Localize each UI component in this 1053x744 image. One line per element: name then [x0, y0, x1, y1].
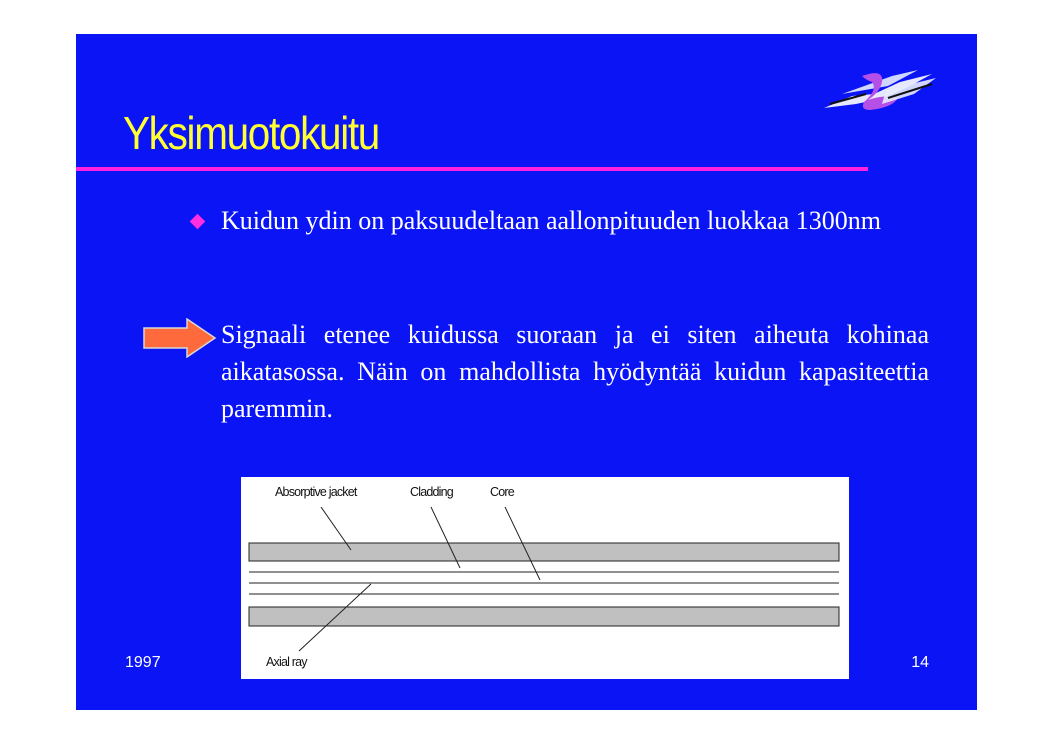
bullet-text-2: Signaali etenee kuidussa suoraan ja ei siten aiheuta kohinaa aikatasossa. Näin on mahdollista hyödyntää kuidun kapasiteettia paremmin.: [221, 320, 929, 423]
fiber-diagram: [241, 477, 849, 679]
logo-icon: [822, 64, 940, 112]
label-core: Core: [490, 485, 514, 499]
slide: [76, 34, 977, 710]
label-cladding: Cladding: [410, 485, 453, 499]
bullet-text-1: Kuidun ydin on paksuudeltaan aallonpituuden luokkaa 1300nm: [221, 206, 881, 235]
slide-title: Yksimuotokuitu: [123, 107, 380, 159]
bullet-diamond-icon: [190, 214, 206, 230]
title-underline: [76, 167, 868, 171]
label-jacket: Absorptive jacket: [275, 485, 357, 499]
label-axial: Axial ray: [266, 655, 307, 669]
jacket-top: [249, 543, 839, 561]
page-number: 14: [911, 654, 929, 671]
arrow-right-icon: [143, 318, 217, 358]
footer-year: 1997: [125, 654, 161, 671]
jacket-bottom: [249, 607, 839, 626]
